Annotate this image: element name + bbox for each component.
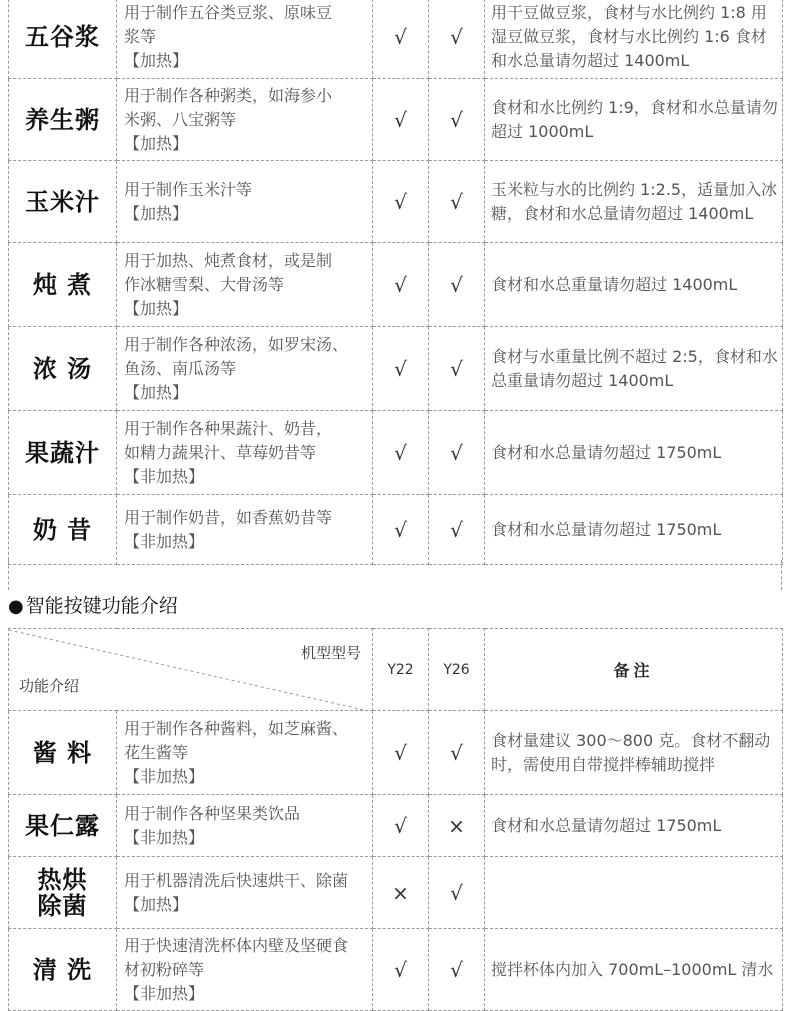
diagonal-header-cell [9, 629, 373, 711]
description-line: 【加热】 [124, 50, 189, 70]
program-name: 炖 煮 [9, 243, 117, 327]
description-line: 花生酱等 [124, 742, 189, 762]
program-note: 食材和水总量请勿超过 1750mL [485, 411, 783, 495]
program-description [117, 495, 373, 565]
table-gap [8, 560, 782, 590]
description-line: 【非加热】 [124, 466, 205, 486]
program-description [117, 327, 373, 411]
program-note: 食材和水总重量请勿超过 1400mL [485, 243, 783, 327]
table-row [9, 79, 783, 161]
description-line: 用于制作各种果蔬汁、奶昔， [124, 418, 333, 438]
description-line: 【加热】 [124, 298, 189, 318]
y26-support-mark: × [429, 795, 485, 857]
description-line: 作冰糖雪梨、大骨汤等 [124, 274, 285, 294]
header-model-label: 机型型号 [300, 643, 361, 662]
y26-support-mark: √ [429, 411, 485, 495]
y22-support-mark: √ [373, 243, 429, 327]
program-name: 清 洗 [9, 929, 117, 1011]
program-name: 奶 昔 [9, 495, 117, 565]
program-description [117, 929, 373, 1011]
description-line: 【非加热】 [124, 827, 205, 847]
y22-support-mark: √ [373, 0, 429, 79]
program-note: 玉米粒与水的比例约 1:2.5，适量加入冰糖，食材和水总量请勿超过 1400mL [485, 161, 783, 243]
header-note: 备注 [485, 629, 783, 711]
program-name: 热烘 除菌 [9, 857, 117, 929]
table-row [9, 711, 783, 795]
y26-support-mark: √ [429, 929, 485, 1011]
table-row [9, 795, 783, 857]
y22-support-mark: √ [373, 327, 429, 411]
program-description [117, 795, 373, 857]
program-description [117, 857, 373, 929]
smart-key-table [8, 628, 783, 1011]
header-y26: Y26 [429, 629, 485, 711]
y26-support-mark: √ [429, 0, 485, 79]
program-note: 食材和水比例约 1:9，食材和水总量请勿超过 1000mL [485, 79, 783, 161]
table-row [9, 411, 783, 495]
program-description [117, 0, 373, 79]
description-line: 【加热】 [124, 382, 189, 402]
table-row [9, 161, 783, 243]
section-title: 智能按键功能介绍 [25, 595, 178, 617]
y22-support-mark: √ [373, 795, 429, 857]
program-note [485, 857, 783, 929]
y26-support-mark: √ [429, 857, 485, 929]
program-name: 浓 汤 [9, 327, 117, 411]
description-line: 用于制作玉米汁等 [124, 179, 253, 199]
y26-support-mark: √ [429, 495, 485, 565]
header-y22: Y22 [373, 629, 429, 711]
bullet-dot-icon: ● [8, 596, 24, 617]
program-name: 果仁露 [9, 795, 117, 857]
program-note: 食材和水总量请勿超过 1750mL [485, 795, 783, 857]
y26-support-mark: √ [429, 161, 485, 243]
header-function-label: 功能介绍 [19, 676, 80, 695]
program-description [117, 243, 373, 327]
section-heading [8, 590, 782, 628]
table-row [9, 243, 783, 327]
description-line: 材初粉碎等 [124, 959, 205, 979]
description-line: 用于制作各种粥类，如海参小 [124, 85, 333, 105]
program-note: 食材与水重量比例不超过 2:5，食材和水总重量请勿超过 1400mL [485, 327, 783, 411]
y26-support-mark: √ [429, 711, 485, 795]
description-line: 浆等 [124, 26, 157, 46]
program-table [8, 0, 783, 565]
description-line: 用于制作各种坚果类饮品 [124, 803, 301, 823]
y22-support-mark: √ [373, 495, 429, 565]
y22-support-mark: × [373, 857, 429, 929]
program-note: 食材量建议 300～800 克。食材不翻动时，需使用自带搅拌棒辅助搅拌 [485, 711, 783, 795]
y22-support-mark: √ [373, 161, 429, 243]
program-name: 果蔬汁 [9, 411, 117, 495]
description-line: 用于制作各种浓汤，如罗宋汤、 [124, 334, 349, 354]
y22-support-mark: √ [373, 79, 429, 161]
description-line: 【加热】 [124, 133, 189, 153]
description-line: 用于制作五谷类豆浆、原味豆 [124, 2, 333, 22]
y22-support-mark: √ [373, 411, 429, 495]
table-row [9, 327, 783, 411]
program-name: 玉米汁 [9, 161, 117, 243]
program-description [117, 711, 373, 795]
description-line: 用于机器清洗后快速烘干、除菌 [124, 870, 349, 890]
description-line: 如精力蔬果汁、草莓奶昔等 [124, 442, 317, 462]
description-line: 用于制作奶昔，如香蕉奶昔等 [124, 507, 333, 527]
program-name: 五谷浆 [9, 0, 117, 79]
program-note: 用干豆做豆浆，食材与水比例约 1:8 用湿豆做豆浆，食材与水比例约 1:6 食材和水总量请勿超过 1400mL [485, 0, 783, 79]
description-line: 鱼汤、南瓜汤等 [124, 358, 237, 378]
description-line: 【非加热】 [124, 531, 205, 551]
table-row [9, 929, 783, 1011]
program-description [117, 161, 373, 243]
y22-support-mark: √ [373, 711, 429, 795]
description-line: 【非加热】 [124, 983, 205, 1003]
description-line: 米粥、八宝粥等 [124, 109, 237, 129]
program-note: 搅拌杯体内加入 700mL–1000mL 清水 [485, 929, 783, 1011]
program-note: 食材和水总量请勿超过 1750mL [485, 495, 783, 565]
table-header-row [9, 629, 783, 711]
table-row [9, 857, 783, 929]
y22-support-mark: √ [373, 929, 429, 1011]
table-row [9, 0, 783, 79]
table-row [9, 495, 783, 565]
y26-support-mark: √ [429, 327, 485, 411]
description-line: 【加热】 [124, 203, 189, 223]
description-line: 用于快速清洗杯体内壁及坚硬食 [124, 935, 349, 955]
description-line: 用于加热、炖煮食材，或是制 [124, 250, 333, 270]
description-line: 【加热】 [124, 894, 189, 914]
manual-page [8, 0, 782, 1004]
program-name: 养生粥 [9, 79, 117, 161]
program-description [117, 411, 373, 495]
y26-support-mark: √ [429, 79, 485, 161]
description-line: 用于制作各种酱料，如芝麻酱、 [124, 718, 349, 738]
program-description [117, 79, 373, 161]
program-name: 酱 料 [9, 711, 117, 795]
y26-support-mark: √ [429, 243, 485, 327]
description-line: 【非加热】 [124, 766, 205, 786]
